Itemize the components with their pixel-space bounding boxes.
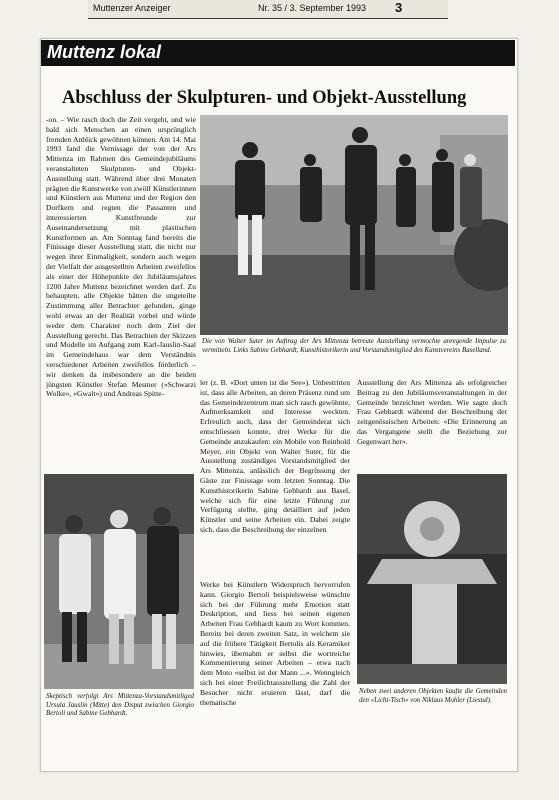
article-column-3: Ausstellung der Ars Mittenza als erfolgreicher Beitrag zu den Jubiläumsveranstaltungen in der Gemeinde bezeichnet werden. Wie sagte doch Frau Gebhardt während der Beschreibung der zeitgenössischen Arbeiten: «Die Erinnerung an das Vergangene stellt die Beziehung zur Gegenwart her». bbox=[357, 378, 507, 446]
sculpture-photo bbox=[357, 474, 507, 684]
dispute-photo-image bbox=[44, 474, 194, 689]
group-photo bbox=[200, 115, 508, 335]
section-label: Muttenz lokal bbox=[47, 42, 162, 62]
group-photo-image bbox=[200, 115, 508, 335]
caption-dispute-photo: Skeptisch verfolgt Ars Mittenza-Vorstandsmitliged Ursula Jauslin (Mitte) den Disput zwischen Giorgio Bertoli und Sabine Gebhardt. bbox=[46, 693, 194, 718]
dispute-photo bbox=[44, 474, 194, 689]
article-headline: Abschluss der Skulpturen- und Objekt-Ausstellung bbox=[62, 88, 467, 108]
article-column-2: ler (z. B. «Dort unten ist die See»). Unbestritten ist, dass alle Arbeiten, an deren Präsenz rund um das Gemeindezentrum man sich rasch gewöhnte, Aufmerksamkeit und Interesse weckten. Erfreulich auch, dass der Gemeinderat sich entschliessen konnte, drei Werke für die Gemeinde anzukaufen: ein Mobile von Reinhold Meyer, ein Objekt von Walter Suter, für die Ausstellung zuständiges Vorstandsmitglied der Ars Mittenza, anlässlich der Begrüssung der Gäste zur Finissage vom letzten Sonntag. Die Kunsthistorikerin Sabine Gebhardt aus Basel, welche sich für eine letzte Führung zur Verfügung stellte, ging detailliert auf jeden Künstler und seine Arbeiten ein. Dabei zeigte sich, dass die Beschreibung der einzelnen bbox=[200, 378, 350, 534]
article-column-2-continued: Werke bei Künstlern Widerspruch hervorrufen kann. Giorgio Bertoli beispielsweise wünschte sich bei der Führung mehr Emotion statt Deskription, und liess bei seinen eigenen Arbeiten Frau Gebhardt kaum zu Wort kommen. Bereits bei deren zweiten Satz, in welchem sie auf die frühere Tätigkeit Bertolis als Keramiker hinwies, übernahm er selbst die wortreiche Kommentierung seiner Arbeiten – etwa nach dem Moto «selbst ist der Mann ...». Wenngleich sich bei einer Freilichtausstellung die Zahl der Besucher nicht eruieren lässt, darf die thematische bbox=[200, 580, 350, 707]
newspaper-name: Muttenzer Anzeiger bbox=[93, 3, 171, 13]
issue-date: Nr. 35 / 3. September 1993 bbox=[258, 3, 367, 13]
sculpture-photo-image bbox=[357, 474, 507, 684]
caption-sculpture-photo: Neben zwei anderen Objekten kaufte die Gemeinden den «Licht-Tisch» von Niklaus Mohler (Liestal). bbox=[359, 688, 507, 704]
caption-group-photo: Die von Walter Suter im Auftrag der Ars Mittenza betreute Ausstellung vermochte anregende Impulse zu vermitteln. Links Sabine Gebhardt, Kunsthistorikerin und Vorstandsmitglied des Kunstvereins Baselland. bbox=[202, 338, 506, 354]
page-number: 3 bbox=[395, 0, 403, 15]
article-column-1: -on. – Wie rasch doch die Zeit vergeht, und wie bald sich Menschen an einen ursprünglich fremden Anblick gewöhnen können. Am 14. Mai 1993 fand die Vernissage der von der Ars Mittenza im Rahmen des Gemeindejubiläums veranstalteten Skulpturen- und Objekt-Ausstellung statt. Während über drei Monaten prägten die Kunstwerke von zwölf Künstlerinnen und Künstlern aus Muttenz und der Region den Dorfkern und regten die Passanten und interessierten Kunstfreunde zur Auseinandersetzung mit plastischen Kunstformen an. Am Sonntag fand bereits die Finissage dieser Ausstellung statt, die nicht nur wegen ihrer Einmaligkeit, sondern auch wegen der Vielfalt der ausgestellten Arbeiten zweifellos als einer der Höhepunkte der Jubiläumsjahres 1200 Jahre Muttenz bezeichnet werden darf. Zu behaupten, alle Objekte hätten die ungeteilte Zustimmung aller Betrachter gefunden, ginge wohl etwas an der Realität vorbei und würde weder dem Charakter noch dem Ziel der Ausstellung gerecht. Das Betrachten der Skizzen und Modelle im Aufgang zum Karl-Jauslin-Saal im Gemeindehaus war dem Verständnis verschiedener Arbeiten zweifellos förderlich – wir denken da insbesondere an die beiden jüngsten Künstler Stefan Mesmer («Schwarzi Wolke», «Gwalt») und Andreas Spitte- bbox=[46, 115, 196, 399]
